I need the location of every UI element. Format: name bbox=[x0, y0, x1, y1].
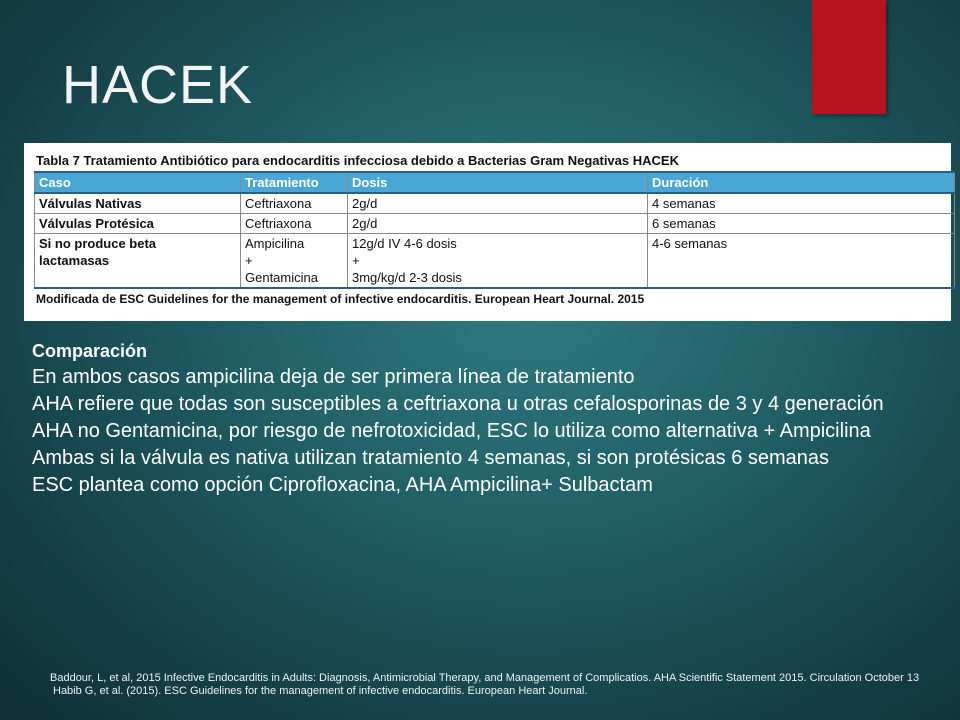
header-duracion: Duración bbox=[648, 172, 955, 193]
cell-caso-line: lactamasas bbox=[39, 253, 110, 268]
cell-duracion: 6 semanas bbox=[648, 214, 955, 234]
cell-tratamiento: Ceftriaxona bbox=[241, 214, 348, 234]
cell-line: 12g/d IV 4-6 dosis bbox=[352, 236, 457, 251]
cell-line: + bbox=[245, 253, 253, 268]
cell-caso-line: Si no produce beta bbox=[39, 236, 157, 251]
cell-duracion: 4-6 semanas bbox=[648, 234, 955, 289]
cell-line: Ampicilina bbox=[245, 236, 305, 251]
cell-dosis: 2g/d bbox=[348, 193, 648, 214]
table-source-note: Modificada de ESC Guidelines for the management of infective endocarditis. European Heart Journal. 2015 bbox=[36, 292, 645, 306]
comparison-section bbox=[32, 338, 932, 499]
cell-tratamiento: Ceftriaxona bbox=[241, 193, 348, 214]
comparison-line: En ambos casos ampicilina deja de ser primera línea de tratamiento bbox=[32, 366, 635, 388]
comparison-heading: Comparación bbox=[32, 341, 148, 361]
accent-bar bbox=[812, 0, 886, 114]
table-caption: Tabla 7 Tratamiento Antibiótico para endocarditis infecciosa debido a Bacterias Gram Negativas HACEK bbox=[36, 153, 679, 168]
header-tratamiento: Tratamiento bbox=[241, 172, 348, 193]
table-row bbox=[35, 234, 955, 289]
reference-item: Habib G, et al. (2015). ESC Guidelines for the management of infective endocarditis. European Heart Journal. bbox=[53, 685, 588, 697]
header-caso: Caso bbox=[35, 172, 241, 193]
cell-caso: Válvulas Protésica bbox=[35, 214, 241, 234]
table-row bbox=[35, 193, 955, 214]
table-row bbox=[35, 214, 955, 234]
cell-line: Gentamicina bbox=[245, 270, 318, 285]
cell-line: + bbox=[352, 253, 360, 268]
cell-caso bbox=[35, 234, 241, 289]
comparison-line: Ambas si la válvula es nativa utilizan tratamiento 4 semanas, si son protésicas 6 semanas bbox=[32, 447, 830, 469]
slide-title: HACEK bbox=[62, 55, 254, 115]
comparison-line: AHA refiere que todas son susceptibles a ceftriaxona u otras cefalosporinas de 3 y 4 generación bbox=[32, 393, 884, 415]
cell-dosis: 2g/d bbox=[348, 214, 648, 234]
treatment-table bbox=[34, 171, 955, 289]
treatment-table-image bbox=[24, 143, 951, 321]
cell-line: 3mg/kg/d 2-3 dosis bbox=[352, 270, 462, 285]
cell-duracion: 4 semanas bbox=[648, 193, 955, 214]
references bbox=[50, 672, 950, 698]
cell-caso: Válvulas Nativas bbox=[35, 193, 241, 214]
cell-tratamiento bbox=[241, 234, 348, 289]
comparison-line: AHA no Gentamicina, por riesgo de nefrotoxicidad, ESC lo utiliza como alternativa + Ampicilina bbox=[32, 420, 871, 442]
reference-item: Baddour, L, et al, 2015 Infective Endocarditis in Adults: Diagnosis, Antimicrobial Therapy, and Management of Complicatios. AHA Scientific Statement 2015. Circulation October 13 bbox=[50, 672, 920, 684]
cell-dosis bbox=[348, 234, 648, 289]
table-header-row bbox=[35, 172, 955, 193]
header-dosis: Dosis bbox=[348, 172, 648, 193]
comparison-line: ESC plantea como opción Ciprofloxacina, AHA Ampicilina+ Sulbactam bbox=[32, 474, 653, 496]
